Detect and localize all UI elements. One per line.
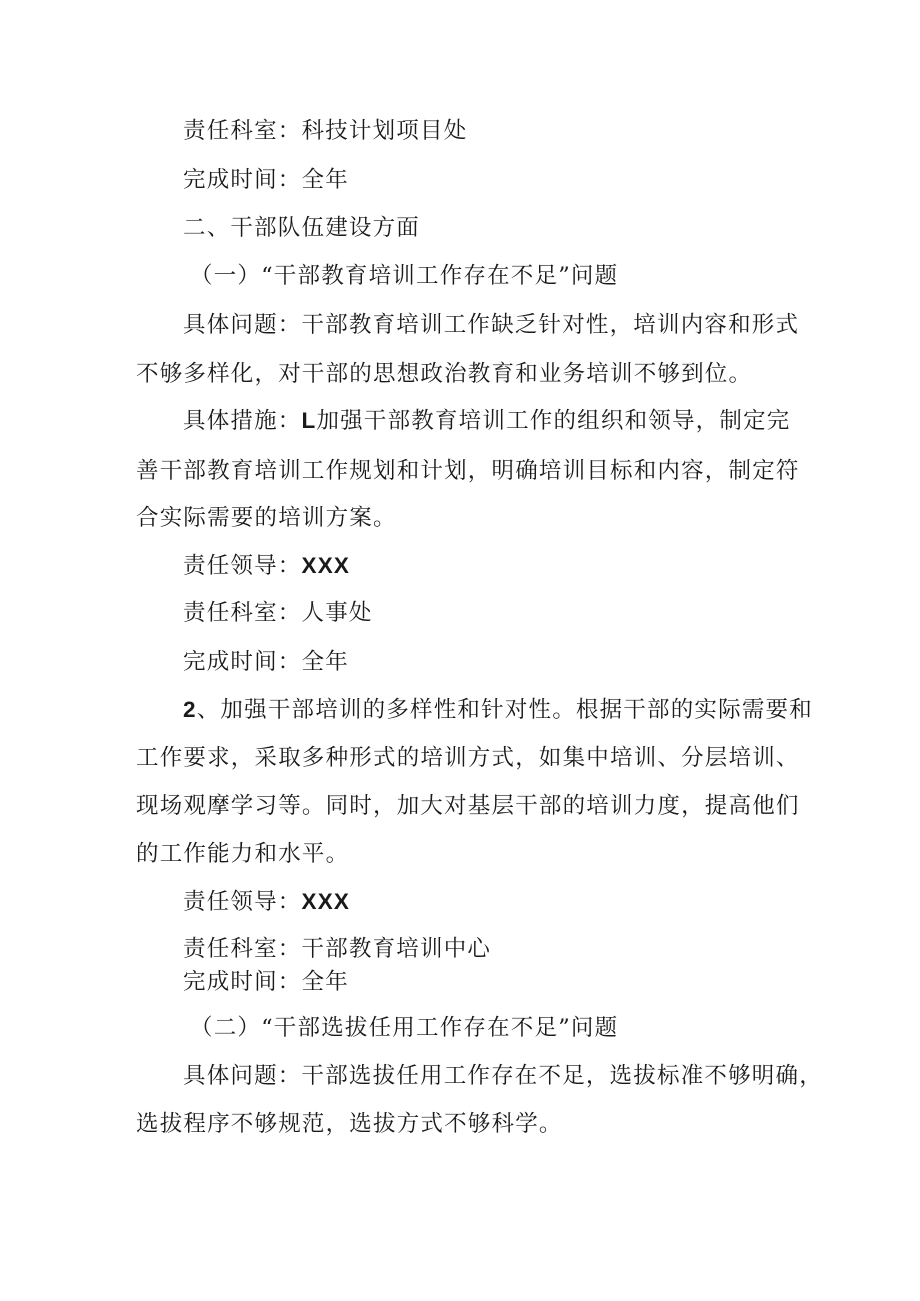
completion-time-line-3 — [183, 971, 349, 994]
leader-name: XXX — [301, 553, 351, 578]
text-span: 责任科室：科技计划项目处 — [183, 118, 468, 144]
measure-2-line-2 — [136, 747, 800, 770]
text-span: 完成时间：全年 — [183, 969, 349, 995]
text-span: 责任领导： — [183, 553, 302, 579]
text-span: 善干部教育培训工作规划和计划，明确培训目标和内容，制定符 — [136, 458, 800, 484]
measure-2-line-1 — [183, 699, 813, 722]
text-span: 具体问题：干部选拔任用工作存在不足，选拔标准不够明确， — [183, 1063, 823, 1089]
responsible-office-line-3 — [183, 938, 491, 961]
responsible-leader-line-2 — [183, 891, 350, 914]
problem-paragraph-line-1 — [183, 314, 799, 337]
leader-name: XXX — [301, 889, 351, 914]
measure-2-line-3 — [136, 795, 800, 818]
text-span: 、加强干部培训的多样性和针对性。根据干部的实际需要和 — [196, 697, 813, 723]
text-span: 完成时间：全年 — [183, 167, 349, 193]
text-span: 具体问题：干部教育培训工作缺乏针对性，培训内容和形式 — [183, 312, 800, 338]
text-span: 责任领导： — [183, 889, 302, 915]
text-span: 责任科室：干部教育培训中心 — [183, 936, 492, 962]
completion-time-line-2 — [183, 651, 349, 674]
text-span: 选拔程序不够规范，选拔方式不够科学。 — [136, 1111, 563, 1137]
subsection-heading-2 — [190, 1017, 618, 1040]
measure-paragraph-line-2 — [136, 460, 800, 483]
measure-2-line-4 — [136, 843, 349, 866]
text-span: 具体措施： — [183, 408, 302, 434]
problem-2-line-2 — [136, 1113, 563, 1136]
completion-time-line-1 — [183, 169, 349, 192]
responsible-office-line-2 — [183, 602, 373, 625]
text-span: 现场观摩学习等。同时，加大对基层干部的培训力度，提高他们 — [136, 793, 800, 819]
text-span: 加强干部教育培训工作的组织和领导，制定完 — [316, 408, 791, 434]
measure-paragraph-line-3 — [136, 507, 397, 530]
text-span: 的工作能力和水平。 — [136, 841, 350, 867]
text-span: 责任科室：人事处 — [183, 600, 373, 626]
text-span: 工作要求，采取多种形式的培训方式，如集中培训、分层培训、 — [136, 745, 800, 771]
problem-paragraph-line-2 — [136, 363, 752, 386]
responsible-leader-line-1 — [183, 555, 350, 578]
section-heading-2 — [183, 217, 420, 240]
text-span: （二）“干部选拔任用工作存在不足”问题 — [190, 1015, 619, 1041]
text-span: （一）“干部教育培训工作存在不足”问题 — [190, 263, 619, 289]
text-span: 二、干部队伍建设方面 — [183, 215, 421, 241]
measure-number: 2 — [183, 697, 197, 722]
text-span: 合实际需要的培训方案。 — [136, 505, 397, 531]
responsible-office-line-1 — [183, 120, 467, 143]
subsection-heading-1 — [190, 265, 618, 288]
measure-number: L — [301, 408, 317, 433]
measure-paragraph-line-1 — [183, 410, 790, 433]
text-span: 不够多样化，对干部的思想政治教育和业务培训不够到位。 — [136, 361, 753, 387]
problem-2-line-1 — [183, 1065, 823, 1088]
text-span: 完成时间：全年 — [183, 649, 349, 675]
